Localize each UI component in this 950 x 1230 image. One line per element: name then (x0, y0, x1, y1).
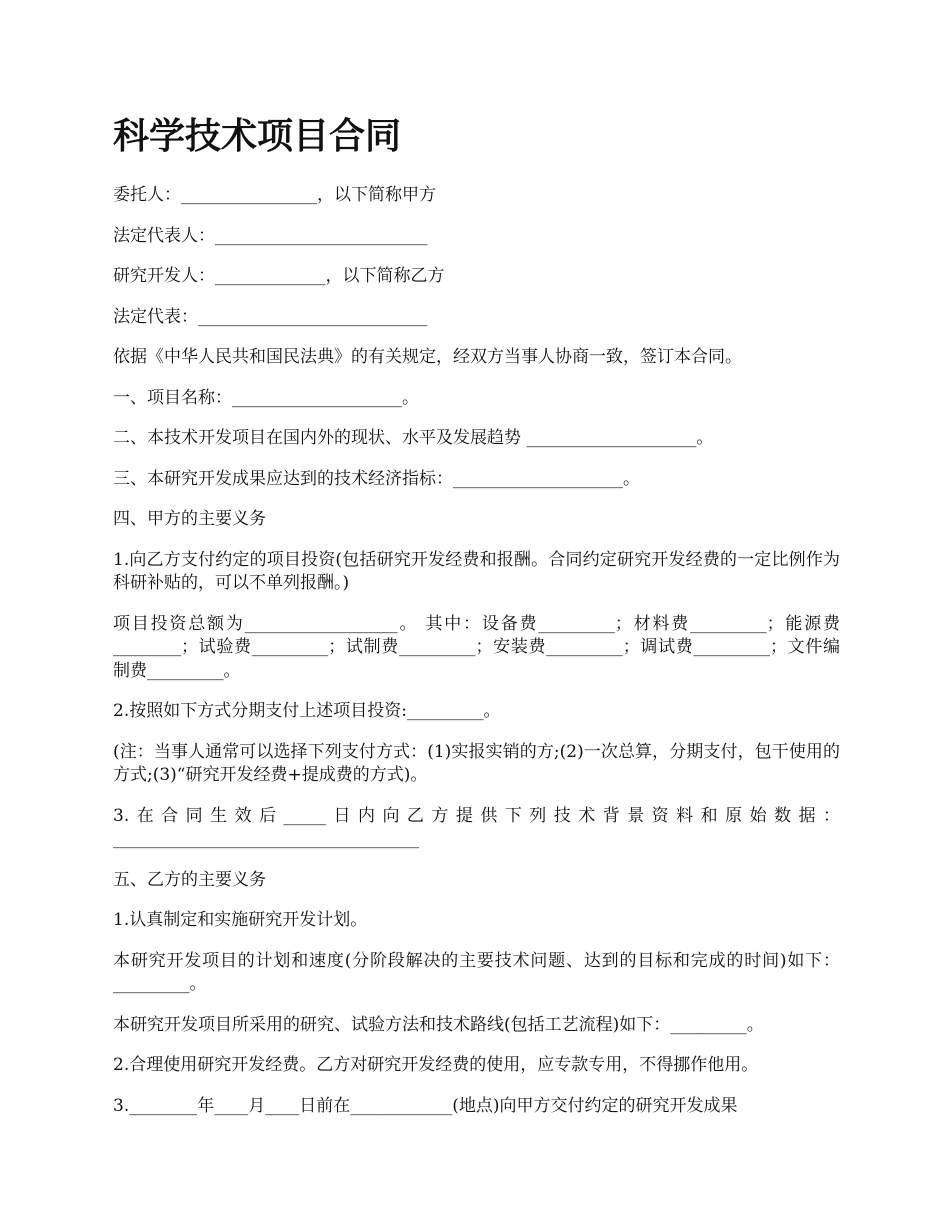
paragraph-development-plan: 1.认真制定和实施研究开发计划。 (113, 910, 368, 930)
paragraph-background-materials: 3.在合同生效后_____日内向乙方提供下列技术背景资料和原始数据：____________________________________ (113, 805, 840, 849)
paragraph-payment-note: (注：当事人通常可以选择下列支付方式：(1)实报实销的方;(2)一次总算，分期支付，包干使用的方式;(3)“研究开发经费+提成费的方式)。 (113, 741, 840, 785)
paragraph-fund-usage: 2.合理使用研究开发经费。乙方对研究开发经费的使用，应专款专用，不得挪作他用。 (113, 1055, 759, 1075)
paragraph-developer: 研究开发人：_____________，以下简称乙方 (113, 266, 445, 286)
paragraph-project-status: 二、本技术开发项目在国内外的现状、水平及发展趋势 ____________________。 (113, 428, 714, 448)
paragraph-delivery-date: 3.________年____月____日前在____________(地点)向甲方交付约定的研究开发成果 (113, 1095, 738, 1116)
paragraph-technical-indicators: 三、本研究开发成果应达到的技术经济指标：____________________。 (113, 468, 640, 489)
paragraph-payment-obligation: 1.向乙方支付约定的项目投资(包括研究开发经费和报酬。合同约定研究开发经费的一定比例作为科研补贴的，可以不单列报酬。) (113, 549, 840, 593)
paragraph-client: 委托人：________________，以下简称甲方 (113, 185, 436, 205)
paragraph-project-name: 一、项目名称：____________________。 (113, 387, 419, 408)
paragraph-plan-schedule: 本研究开发项目的计划和速度(分阶段解决的主要技术问题、达到的目标和完成的时间)如下：_________。 (113, 950, 840, 994)
section-heading-party-a-obligations: 四、甲方的主要义务 (113, 509, 266, 529)
paragraph-installment-payment: 2.按照如下方式分期支付上述项目投资:_________。 (113, 701, 501, 721)
paragraph-legal-basis: 依据《中华人民共和国民法典》的有关规定，经双方当事人协商一致，签订本合同。 (113, 347, 742, 367)
contract-page (113, 112, 840, 1135)
section-heading-party-b-obligations: 五、乙方的主要义务 (113, 869, 266, 890)
paragraph-developer-representative: 法定代表：___________________________ (113, 306, 428, 327)
paragraph-investment-breakdown: 项目投资总额为__________________。 其中：设备费_________；材料费_________；能源费________；试验费_________；试制费_________；安装费_________；调试费_________；文件编制费_________。 (113, 613, 840, 681)
paragraph-client-representative: 法定代表人：_________________________ (113, 225, 428, 246)
document-title: 科学技术项目合同 (113, 115, 402, 157)
paragraph-research-methods: 本研究开发项目所采用的研究、试验方法和技术路线(包括工艺流程)如下：_________。 (113, 1014, 764, 1035)
